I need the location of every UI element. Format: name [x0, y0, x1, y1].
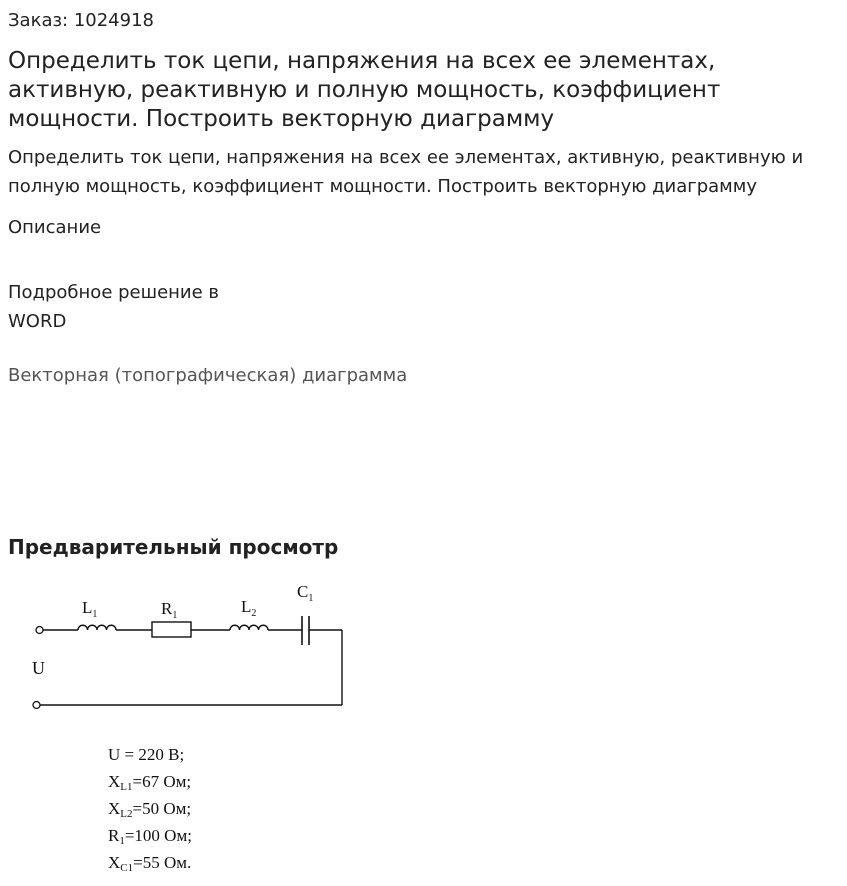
param-xc1: $X_{C1}=55$ Ом.: [108, 853, 192, 874]
circuit-diagram: [0, 575, 380, 725]
order-number: Заказ: 1024918: [8, 10, 154, 31]
inductor-l2: [230, 625, 268, 630]
param-xl1: $X_{L1}=67$ Ом;: [108, 772, 192, 793]
description-detail: Подробное решение в WORD: [8, 282, 220, 332]
page-title: Определить ток цепи, напряжения на всех ее элементах, активную, реактивную и полную мощность, коэффициент мощности. Построить векторную диаграмму: [8, 48, 721, 132]
param-r1: $R_1=100$ Ом;: [108, 826, 192, 847]
param-u: U = 220 В;: [108, 745, 185, 764]
vector-diagram-note: Векторная (топографическая) диаграмма: [8, 365, 408, 386]
short-description: Определить ток цепи, напряжения на всех ее элементах, активную, реактивную и полную мощность, коэффициент мощности. Построить векторную диаграмму: [8, 147, 804, 197]
preview-heading: Предварительный просмотр: [8, 535, 339, 559]
circuit-parameters: [108, 741, 192, 876]
label-c1: $C_1$: [297, 582, 314, 604]
label-l1: $L_1$: [82, 598, 98, 620]
param-xl2: $X_{L2}=50$ Ом;: [108, 799, 192, 820]
label-l2: $L_2$: [241, 597, 257, 619]
terminal-top: [36, 627, 43, 634]
resistor-r1: [152, 622, 191, 637]
label-source-u: U: [32, 658, 45, 678]
description-heading: Описание: [8, 217, 102, 238]
terminal-bottom: [33, 702, 40, 709]
label-r1: $R_1$: [161, 599, 178, 621]
inductor-l1: [78, 625, 116, 630]
